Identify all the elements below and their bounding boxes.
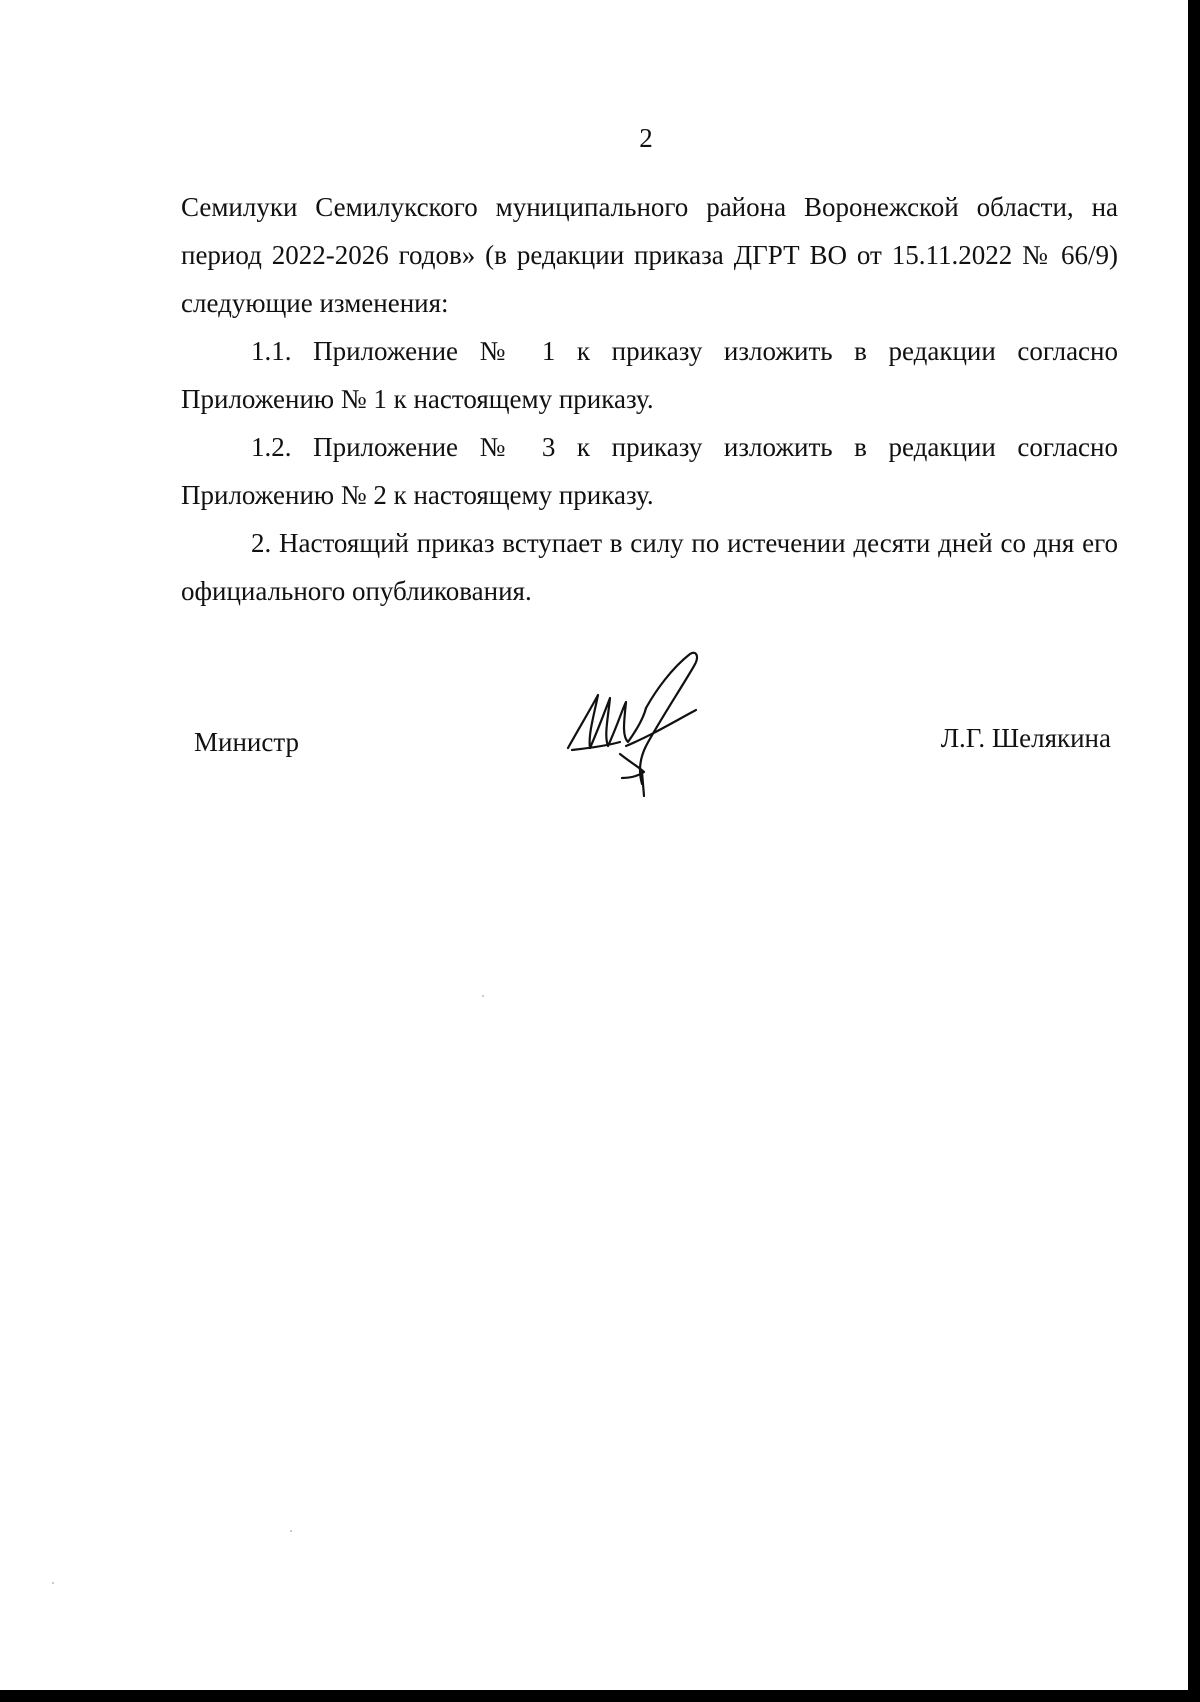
scan-speck (290, 1530, 292, 1532)
page-number: 2 (639, 123, 653, 153)
handwritten-signature (560, 650, 720, 800)
signatory-role: Министр (194, 727, 299, 757)
paragraph-item-2: 2. Настоящий приказ вступает в силу по истечении десяти дней со дня его официального опубликования. (181, 528, 1118, 606)
scan-speck (482, 995, 484, 997)
scan-speck (52, 1582, 54, 1584)
paragraph-item-1-2: 1.2. Приложение № 3 к приказу изложить в редакции согласно Приложению № 2 к настоящему приказу. (181, 432, 1118, 510)
signatory-name: Л.Г. Шелякина (940, 723, 1111, 753)
document-body (181, 183, 1118, 615)
paragraph-item-1-1: 1.1. Приложение № 1 к приказу изложить в редакции согласно Приложению № 1 к настоящему приказу. (181, 336, 1118, 414)
paragraph-intro: Семилуки Семилукского муниципального района Воронежской области, на период 2022-2026 годов» (в редакции приказа ДГРТ ВО от 15.11.2022 № 66/9) следующие изменения: (181, 192, 1118, 318)
